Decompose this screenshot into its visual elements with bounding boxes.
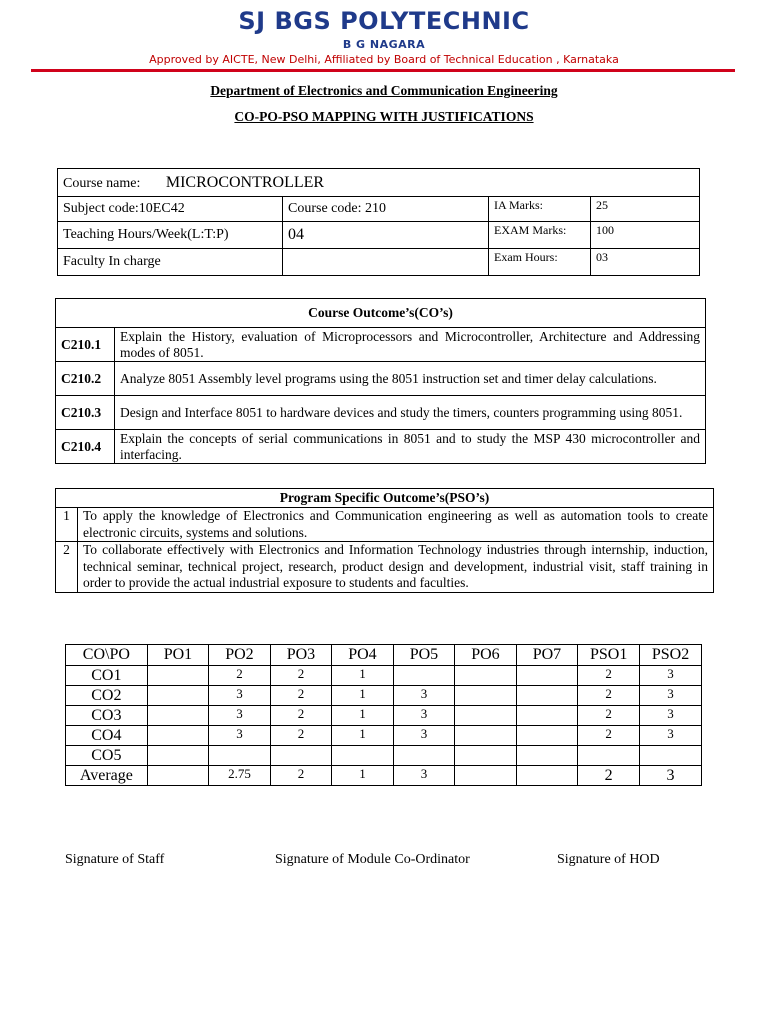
mapping-row-label: Average bbox=[66, 766, 148, 786]
exam-marks-label: EXAM Marks: bbox=[489, 222, 591, 249]
mapping-row-label: CO4 bbox=[66, 726, 148, 746]
mapping-cell: 3 bbox=[209, 686, 271, 706]
table-row bbox=[66, 726, 702, 746]
course-name-cell bbox=[58, 169, 700, 197]
mapping-cell: 3 bbox=[393, 686, 455, 706]
mapping-header-cell: PO5 bbox=[393, 645, 455, 666]
mapping-cell bbox=[455, 706, 517, 726]
mapping-cell bbox=[332, 746, 394, 766]
table-row bbox=[56, 508, 714, 542]
mapping-cell: 3 bbox=[640, 666, 702, 686]
document-subtitle: CO-PO-PSO MAPPING WITH JUSTIFICATIONS bbox=[234, 109, 534, 124]
mapping-cell: 1 bbox=[332, 686, 394, 706]
mapping-cell: 2 bbox=[270, 726, 332, 746]
exam-hours-label: Exam Hours: bbox=[489, 249, 591, 276]
mapping-header-cell: PO4 bbox=[332, 645, 394, 666]
co-code: C210.3 bbox=[56, 396, 115, 430]
mapping-row-label: CO1 bbox=[66, 666, 148, 686]
mapping-row-label: CO5 bbox=[66, 746, 148, 766]
course-outcomes-title: Course Outcome’s(CO’s) bbox=[56, 299, 706, 328]
pso-title: Program Specific Outcome’s(PSO’s) bbox=[56, 489, 714, 508]
pso-table bbox=[55, 488, 714, 593]
pso-description: To apply the knowledge of Electronics and Communication engineering as well as automation tools to create electronic circuits, systems and solutions. bbox=[78, 508, 714, 542]
mapping-header-cell: PO2 bbox=[209, 645, 271, 666]
table-row bbox=[66, 686, 702, 706]
mapping-cell bbox=[147, 666, 209, 686]
mapping-cell bbox=[516, 706, 578, 726]
mapping-cell bbox=[516, 726, 578, 746]
mapping-header-cell: PO7 bbox=[516, 645, 578, 666]
course-name-value: MICROCONTROLLER bbox=[165, 173, 325, 191]
exam-marks-value: 100 bbox=[591, 222, 700, 249]
mapping-cell bbox=[455, 686, 517, 706]
exam-hours-value: 03 bbox=[591, 249, 700, 276]
mapping-cell bbox=[455, 766, 517, 786]
co-code: C210.4 bbox=[56, 430, 115, 464]
header-divider bbox=[31, 69, 735, 72]
mapping-cell bbox=[147, 746, 209, 766]
mapping-cell: 3 bbox=[640, 726, 702, 746]
mapping-row-label: CO2 bbox=[66, 686, 148, 706]
mapping-header-cell: PO3 bbox=[270, 645, 332, 666]
mapping-cell bbox=[455, 726, 517, 746]
mapping-cell bbox=[393, 746, 455, 766]
mapping-cell bbox=[455, 746, 517, 766]
mapping-cell: 2.75 bbox=[209, 766, 271, 786]
mapping-cell bbox=[147, 726, 209, 746]
pso-description: To collaborate effectively with Electronics and Information Technology industries through internship, induction, technical seminar, technical project, research, product design and development, industrial visit, staff training in order to provide the actual industrial exposure to students and faculties. bbox=[78, 542, 714, 593]
co-description: Analyze 8051 Assembly level programs using the 8051 instruction set and timer delay calculations. bbox=[115, 362, 706, 396]
mapping-cell: 3 bbox=[209, 706, 271, 726]
mapping-cell: 2 bbox=[578, 726, 640, 746]
mapping-cell bbox=[516, 686, 578, 706]
mapping-cell: 2 bbox=[209, 666, 271, 686]
course-code: Course code: 210 bbox=[283, 197, 489, 222]
teaching-hours-value: 04 bbox=[283, 222, 489, 249]
mapping-cell bbox=[147, 766, 209, 786]
course-outcomes-table bbox=[55, 298, 706, 464]
table-row bbox=[56, 542, 714, 593]
faculty-label: Faculty In charge bbox=[58, 249, 283, 276]
table-row bbox=[56, 396, 706, 430]
mapping-cell bbox=[270, 746, 332, 766]
mapping-cell: 2 bbox=[578, 666, 640, 686]
mapping-cell: 1 bbox=[332, 706, 394, 726]
co-po-mapping-table bbox=[65, 644, 702, 786]
table-row bbox=[66, 666, 702, 686]
course-name-label: Course name: bbox=[63, 175, 141, 191]
signature-staff: Signature of Staff bbox=[65, 852, 165, 867]
co-code: C210.1 bbox=[56, 328, 115, 362]
mapping-header-row bbox=[66, 645, 702, 666]
table-row bbox=[56, 362, 706, 396]
mapping-cell: 3 bbox=[393, 726, 455, 746]
mapping-cell: 2 bbox=[270, 666, 332, 686]
mapping-cell: 2 bbox=[578, 706, 640, 726]
mapping-cell: 3 bbox=[640, 766, 702, 786]
co-code: C210.2 bbox=[56, 362, 115, 396]
college-name: SJ BGS POLYTECHNIC bbox=[238, 7, 530, 35]
college-location: B G NAGARA bbox=[342, 38, 426, 51]
mapping-cell bbox=[516, 746, 578, 766]
co-description: Explain the concepts of serial communications in 8051 and to study the MSP 430 microcontroller and interfacing. bbox=[115, 430, 706, 464]
mapping-cell: 2 bbox=[270, 766, 332, 786]
mapping-cell bbox=[516, 666, 578, 686]
faculty-value bbox=[283, 249, 489, 276]
mapping-cell: 3 bbox=[209, 726, 271, 746]
department-title: Department of Electronics and Communication Engineering bbox=[210, 83, 558, 98]
mapping-header-cell: PSO1 bbox=[578, 645, 640, 666]
mapping-cell: 2 bbox=[270, 686, 332, 706]
pso-number: 1 bbox=[56, 508, 78, 542]
mapping-cell: 2 bbox=[270, 706, 332, 726]
mapping-header-cell: CO\PO bbox=[66, 645, 148, 666]
mapping-header-cell: PO6 bbox=[455, 645, 517, 666]
mapping-cell bbox=[147, 686, 209, 706]
co-description: Explain the History, evaluation of Microprocessors and Microcontroller, Architecture and Addressing modes of 8051. bbox=[115, 328, 706, 362]
mapping-cell: 2 bbox=[578, 686, 640, 706]
mapping-cell: 1 bbox=[332, 766, 394, 786]
mapping-cell bbox=[516, 766, 578, 786]
teaching-hours-label: Teaching Hours/Week(L:T:P) bbox=[58, 222, 283, 249]
ia-marks-value: 25 bbox=[591, 197, 700, 222]
mapping-cell: 1 bbox=[332, 666, 394, 686]
mapping-cell: 3 bbox=[393, 706, 455, 726]
mapping-cell: 3 bbox=[640, 686, 702, 706]
mapping-header-cell: PSO2 bbox=[640, 645, 702, 666]
mapping-cell bbox=[147, 706, 209, 726]
subject-code: Subject code:10EC42 bbox=[58, 197, 283, 222]
pso-number: 2 bbox=[56, 542, 78, 593]
table-row bbox=[66, 706, 702, 726]
ia-marks-label: IA Marks: bbox=[489, 197, 591, 222]
table-row bbox=[56, 430, 706, 464]
co-description: Design and Interface 8051 to hardware devices and study the timers, counters programming using 8051. bbox=[115, 396, 706, 430]
mapping-cell: 3 bbox=[393, 766, 455, 786]
mapping-cell: 1 bbox=[332, 726, 394, 746]
table-row bbox=[66, 746, 702, 766]
table-row bbox=[66, 766, 702, 786]
mapping-cell: 3 bbox=[640, 706, 702, 726]
mapping-cell bbox=[393, 666, 455, 686]
mapping-cell bbox=[640, 746, 702, 766]
mapping-row-label: CO3 bbox=[66, 706, 148, 726]
course-info-table bbox=[57, 168, 700, 276]
mapping-cell: 2 bbox=[578, 766, 640, 786]
signature-hod: Signature of HOD bbox=[557, 852, 660, 867]
approval-line: Approved by AICTE, New Delhi, Affiliated by Board of Technical Education , Karnataka bbox=[149, 53, 619, 66]
table-row bbox=[56, 328, 706, 362]
mapping-cell bbox=[455, 666, 517, 686]
mapping-cell bbox=[578, 746, 640, 766]
mapping-header-cell: PO1 bbox=[147, 645, 209, 666]
signature-coordinator: Signature of Module Co-Ordinator bbox=[275, 852, 470, 867]
mapping-cell bbox=[209, 746, 271, 766]
